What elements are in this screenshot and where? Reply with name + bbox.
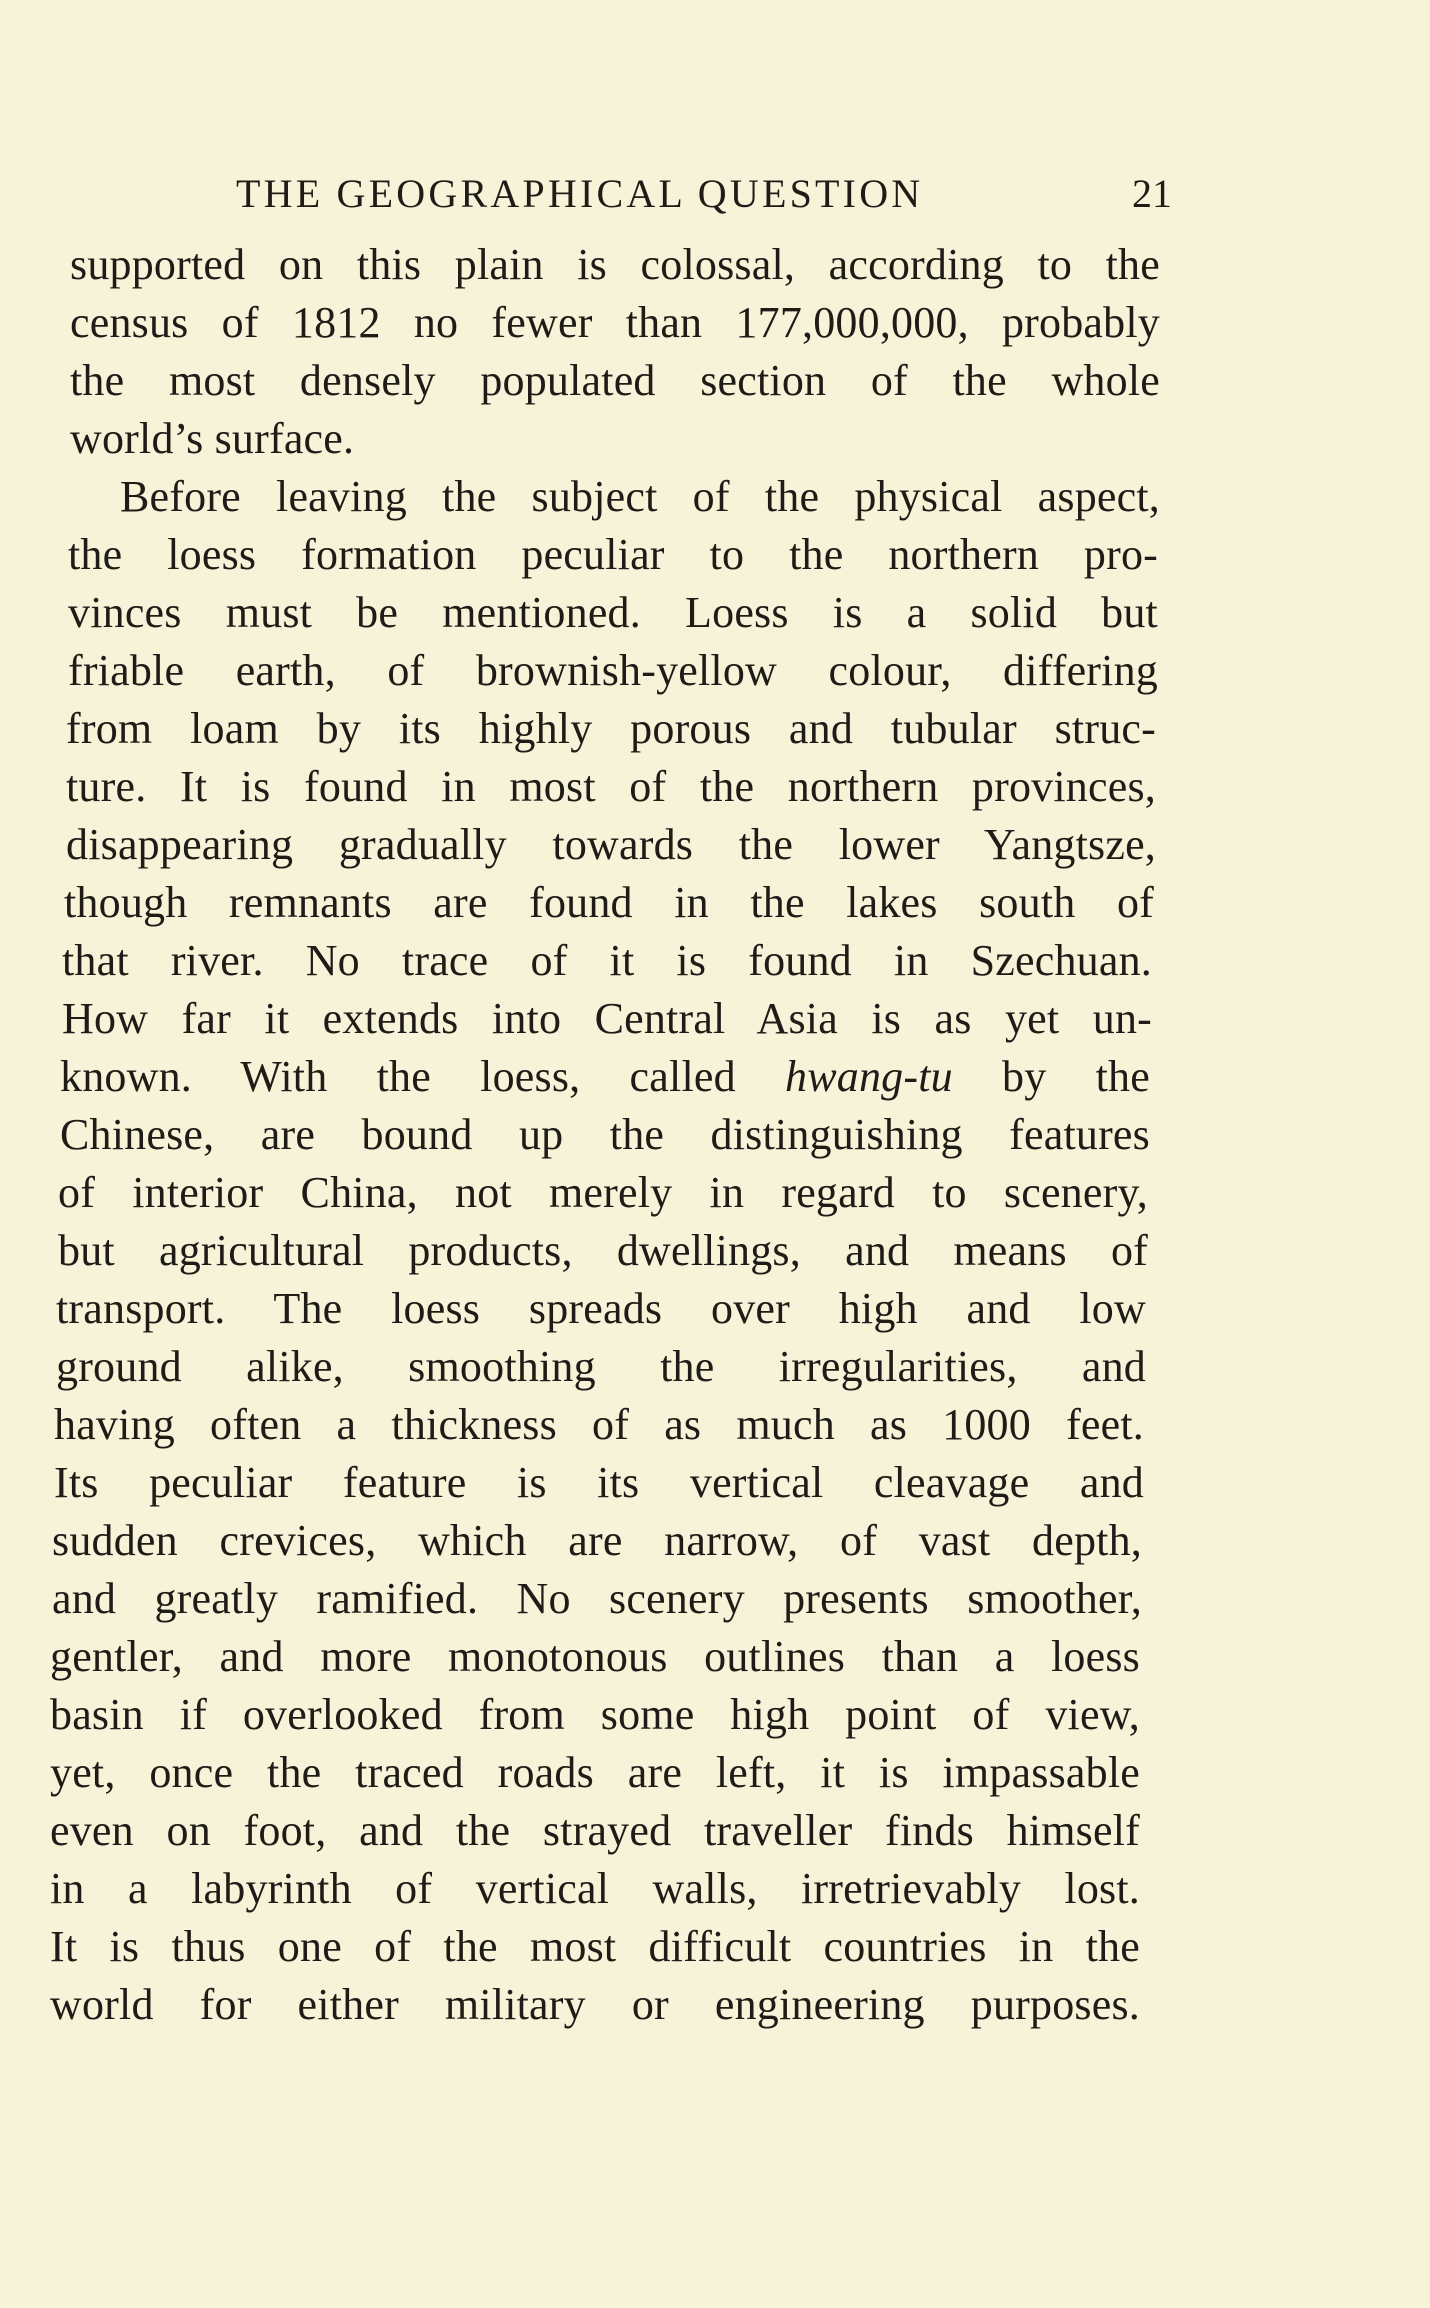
text-line: It is thus one of the most difficult countries in the bbox=[50, 1922, 1140, 1971]
text-line: from loam by its highly porous and tubular struc- bbox=[66, 704, 1156, 753]
running-title: THE GEOGRAPHICAL QUESTION bbox=[236, 171, 924, 216]
text-line: gentler, and more monotonous outlines than a loess bbox=[50, 1632, 1140, 1681]
text-line: basin if overlooked from some high point of view, bbox=[50, 1690, 1140, 1739]
text-line: though remnants are found in the lakes south of bbox=[64, 878, 1154, 927]
page-number: 21 bbox=[1132, 171, 1172, 216]
text-line: that river. No trace of it is found in Szechuan. bbox=[62, 936, 1152, 985]
text-line: sudden crevices, which are narrow, of vast depth, bbox=[52, 1516, 1142, 1565]
text-segment: by the bbox=[952, 1052, 1150, 1101]
text-line: transport. The loess spreads over high and low bbox=[56, 1284, 1146, 1333]
text-line bbox=[60, 1048, 1150, 1106]
running-head bbox=[226, 168, 1172, 220]
text-line: the loess formation peculiar to the northern pro- bbox=[68, 530, 1158, 579]
text-line: but agricultural products, dwellings, and means of bbox=[58, 1226, 1148, 1275]
text-line: ture. It is found in most of the northern provinces, bbox=[66, 762, 1156, 811]
text-line: Chinese, are bound up the distinguishing features bbox=[60, 1110, 1150, 1159]
text-line: of interior China, not merely in regard to scenery, bbox=[58, 1168, 1148, 1217]
text-line: world’s surface. bbox=[70, 414, 355, 463]
text-line: the most densely populated section of the whole bbox=[70, 356, 1160, 405]
text-line: and greatly ramified. No scenery presents smoother, bbox=[52, 1574, 1142, 1623]
text-line: Its peculiar feature is its vertical cleavage and bbox=[54, 1458, 1144, 1507]
text-line: world for either military or engineering purposes. bbox=[50, 1980, 1140, 2029]
text-line: yet, once the traced roads are left, it is impassable bbox=[50, 1748, 1140, 1797]
text-line: even on foot, and the strayed traveller finds himself bbox=[50, 1806, 1140, 1855]
text-line: Before leaving the subject of the physical aspect, bbox=[120, 472, 1160, 521]
text-line: ground alike, smoothing the irregularities, and bbox=[56, 1342, 1146, 1391]
text-line: disappearing gradually towards the lower Yangtsze, bbox=[66, 820, 1156, 869]
text-line: having often a thickness of as much as 1000 feet. bbox=[54, 1400, 1144, 1449]
text-segment: known. With the loess, called bbox=[60, 1052, 785, 1101]
text-line: in a labyrinth of vertical walls, irretrievably lost. bbox=[50, 1864, 1140, 1913]
text-line: How far it extends into Central Asia is as yet un- bbox=[62, 994, 1152, 1043]
italic-term: hwang-tu bbox=[785, 1052, 953, 1101]
text-line: vinces must be mentioned. Loess is a solid but bbox=[68, 588, 1158, 637]
text-line: census of 1812 no fewer than 177,000,000, probably bbox=[70, 298, 1160, 347]
text-line: friable earth, of brownish-yellow colour, differing bbox=[68, 646, 1158, 695]
text-line: supported on this plain is colossal, according to the bbox=[70, 240, 1160, 289]
